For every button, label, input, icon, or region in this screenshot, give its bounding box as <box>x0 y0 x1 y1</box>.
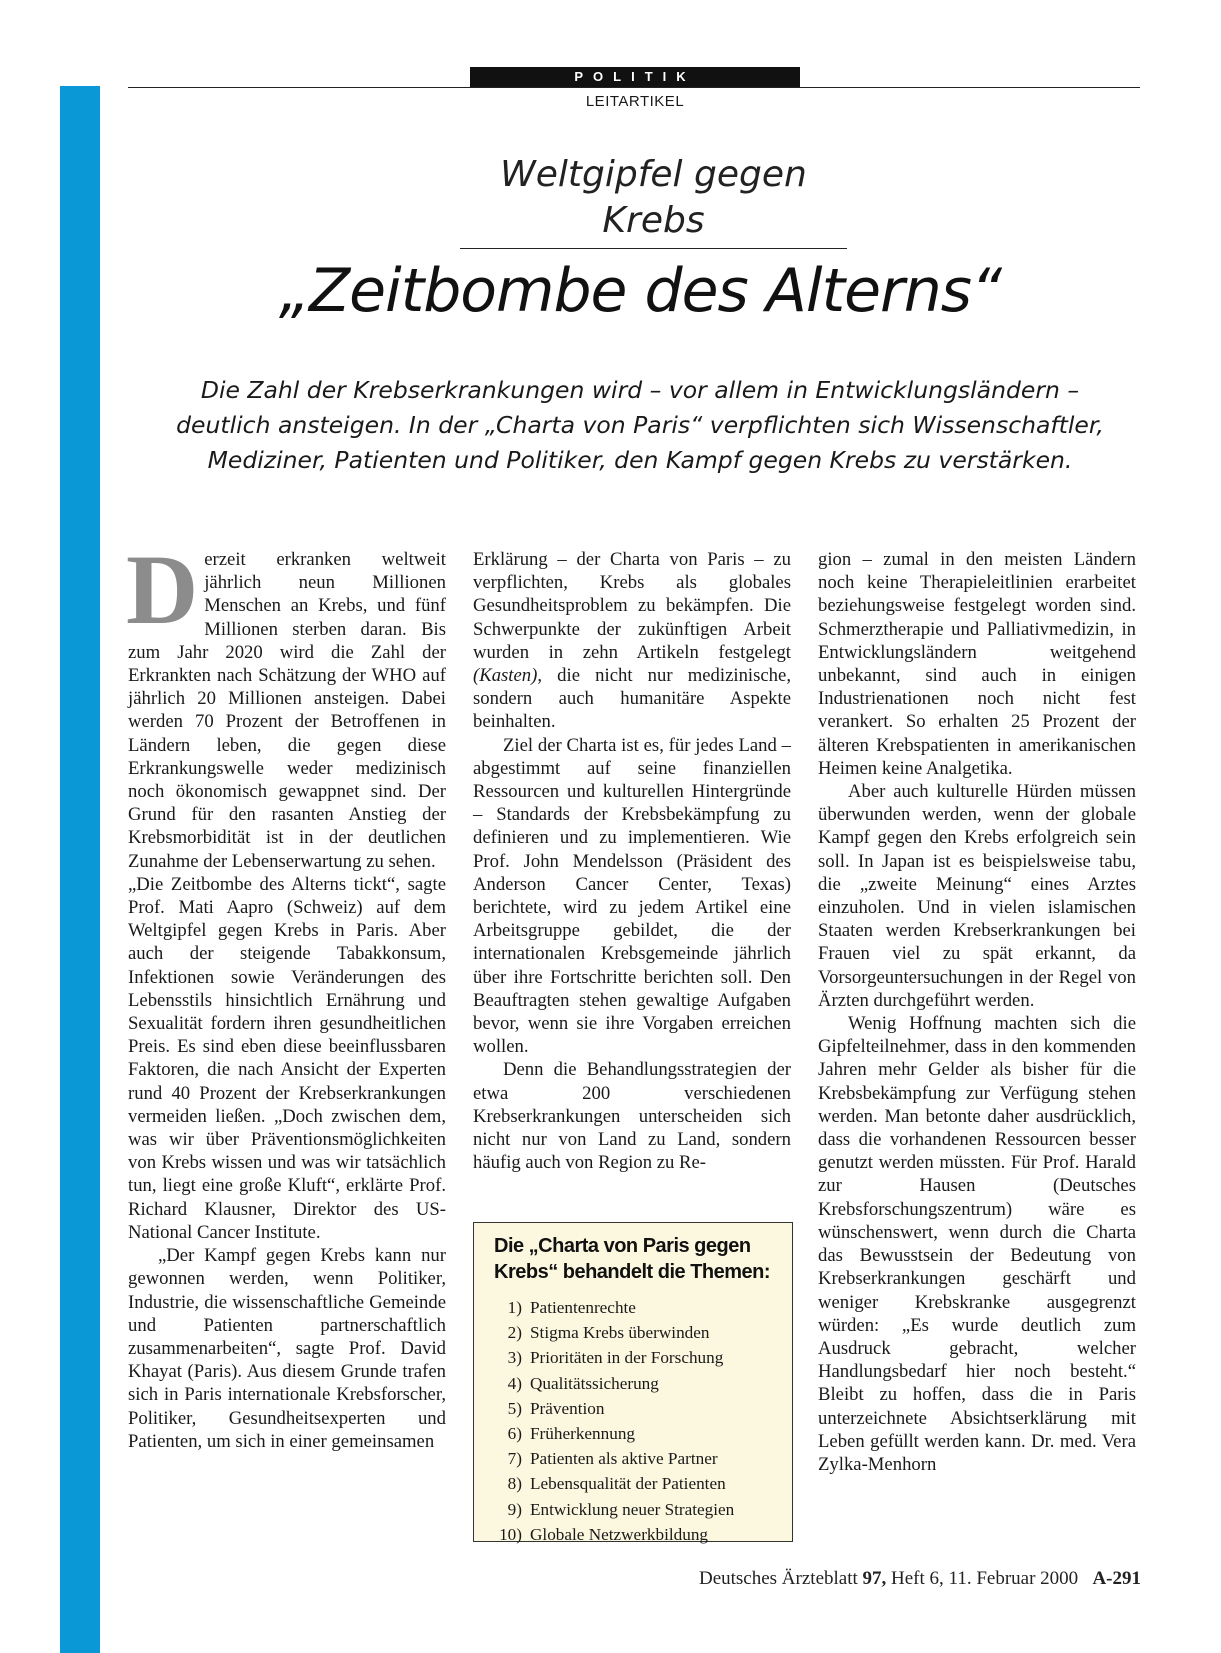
list-item <box>488 1497 778 1522</box>
list-number: 9) <box>507 1499 522 1519</box>
article-paragraph: Aber auch kulturelle Hürden müssen überwunden werden, wenn der globale Kampf gegen den Krebs erfolgreich sein soll. In Japan ist es beispielsweise tabu, die „zweite Meinung“ eines Arztes einzuholen. Und in vielen islamischen Staaten werden Krebserkrankungen bei Frauen viel zu spät erkannt, da Vorsorgeuntersuchungen in der Regel von Ärzten durchgeführt werden. <box>818 781 1136 1011</box>
charta-infobox <box>473 1222 793 1542</box>
list-text: Prioritäten in der Forschung <box>530 1348 724 1368</box>
section-label: POLITIK <box>470 67 800 87</box>
list-number: 5) <box>507 1398 522 1418</box>
list-item <box>488 1345 778 1370</box>
journal-name: Deutsches Ärzteblatt <box>698 1568 858 1589</box>
infobox-title: Die „Charta von Paris gegen Krebs“ behandelt die Themen: <box>494 1235 771 1283</box>
lead-paragraph: Die Zahl der Krebserkrankungen wird – vor allem in Entwicklungsländern – deutlich ansteigen. In der „Charta von Paris“ verpflichten sich Wissenschaftler, Mediziner, Patienten und Politiker, den Kampf gegen Krebs zu verstärken. <box>176 376 1104 474</box>
blue-side-bar <box>60 86 100 1653</box>
box-reference: (Kasten) <box>473 665 538 687</box>
list-text: Entwicklung neuer Strategien <box>530 1499 735 1519</box>
list-text: Lebensqualität der Patienten <box>530 1474 726 1494</box>
list-item <box>488 1471 778 1496</box>
list-number: 6) <box>507 1424 522 1444</box>
paragraph-text: , die nicht nur medizinische, sondern auch humanitäre Aspekte beinhalten. <box>473 665 791 733</box>
page-number: A-291 <box>1092 1568 1141 1589</box>
list-text: Prävention <box>530 1398 605 1418</box>
article-paragraph: Ziel der Charta ist es, für jedes Land – abgestimmt auf seine finanziellen Ressourcen und kulturellen Hintergründe – Standards der Krebsbekämpfung zu definieren und zu implementieren. Wie Prof. John Mendelsson (Präsident des Anderson Cancer Center, Texas) berichtete, wird zu jedem Artikel eine Arbeitsgruppe gebildet, die der internationalen Krebsgemeinde jährlich über ihre Fortschritte berichten soll. Den Beauftragten stehen gewaltige Aufgaben bevor, wenn sie ihre Vorgaben erreichen wollen. <box>473 734 791 1058</box>
list-text: Globale Netzwerkbildung <box>530 1524 709 1544</box>
kicker: Weltgipfel gegen Krebs <box>460 152 847 249</box>
paragraph-text: Erklärung – der Charta von Paris – zu verpflichten, Krebs als globales Gesundheitsproblem zu bekämpfen. Die Schwerpunkte der zukünftigen Arbeit wurden in zehn Artikeln festgelegt <box>473 549 791 663</box>
infobox-list <box>488 1295 778 1547</box>
list-text: Früherkennung <box>530 1424 636 1444</box>
header-rule <box>128 87 1140 88</box>
list-item <box>488 1320 778 1345</box>
journal-issue: Heft 6, 11. Februar 2000 <box>891 1568 1079 1589</box>
list-item <box>488 1446 778 1471</box>
article-paragraph <box>473 548 791 734</box>
page-footer <box>699 1568 1141 1590</box>
article-paragraph: Wenig Hoffnung machten sich die Gipfelteilnehmer, dass in den kommenden Jahren mehr Gelder als bisher für die Krebsbekämpfung zur Verfügung stehen werden. Man betonte daher ausdrücklich, dass die vorhandenen Ressourcen besser genutzt werden müssten. Für Prof. Harald zur Hausen (Deutsches Krebsforschungszentrum) wäre es wünschenswert, wenn durch die Charta das Bewusstsein der Bedeutung von Krebserkrankungen geschärft und weniger Krebskranke ausgegrenzt würden: „Es wurde deutlich zum Ausdruck gebracht, welcher Handlungsbedarf hier noch besteht.“ Bleibt zu hoffen, dass die in Paris unterzeichnete Absichtserklärung mit Leben gefüllt werden kann. Dr. med. Vera Zylka-Menhorn <box>818 1013 1136 1475</box>
headline: „Zeitbombe des Alterns“ <box>278 256 1002 326</box>
list-item <box>488 1522 778 1547</box>
list-number: 2) <box>507 1323 522 1343</box>
article-column-2 <box>473 548 791 1174</box>
list-text: Qualitätssicherung <box>530 1373 659 1393</box>
list-item <box>488 1371 778 1396</box>
list-number: 3) <box>507 1348 522 1368</box>
article-paragraph: gion – zumal in den meisten Ländern noch keine Therapieleitlinien erarbeitet beziehungsweise festgelegt worden sind. Schmerztherapie und Palliativmedizin, in Entwicklungsländern weitgehend unbekannt, sind auch in einigen Industrienationen noch nicht fest verankert. So erhalten 25 Prozent der älteren Krebspatienten in amerikanischen Heimen keine Analgetika. <box>818 549 1136 779</box>
list-number: 1) <box>507 1298 522 1317</box>
article-column-1 <box>126 534 446 1453</box>
article-column-3 <box>818 548 1136 1476</box>
article-paragraph <box>126 534 446 873</box>
list-text: Patienten als aktive Partner <box>530 1449 718 1469</box>
article-paragraph: Denn die Behandlungsstrategien der etwa 200 verschiedenen Krebserkrankungen unterscheiden sich nicht nur von Land zu Land, sondern häufig auch von Region zu Re- <box>473 1059 791 1174</box>
list-number: 4) <box>507 1373 522 1393</box>
article-paragraph: „Der Kampf gegen Krebs kann nur gewonnen werden, wenn Politiker, Industrie, die wissenschaftliche Gemeinde und Patienten partnerschaftlich zusammenarbeiten“, sagte Prof. David Khayat (Paris). Aus diesem Grunde trafen sich in Paris internationale Krebsforscher, Politiker, Gesundheitsexperten und Patienten, um sich in einer gemeinsamen <box>128 1245 446 1452</box>
list-text: Stigma Krebs überwinden <box>530 1323 710 1343</box>
list-number: 7) <box>507 1449 522 1469</box>
list-item <box>488 1396 778 1421</box>
drop-cap: D <box>126 534 199 645</box>
list-text: Patientenrechte <box>530 1298 636 1317</box>
journal-volume: 97, <box>862 1568 887 1589</box>
article-paragraph: „Die Zeitbombe des Alterns tickt“, sagte Prof. Mati Aapro (Schweiz) auf dem Weltgipfel gegen Krebs in Paris. Aber auch der steigende Tabakkonsum, Infektionen sowie Veränderungen des Lebensstils hinsichtlich Ernährung und Sexualität fordern ihren gesundheitlichen Preis. Es sind eben diese beeinflussbaren Faktoren, die nach Ansicht der Experten rund 40 Prozent der Krebserkrankungen vermeiden ließen. „Doch zwischen dem, was wir über Präventionsmöglichkeiten von Krebs wissen und was wir tatsächlich tun, liegt eine große Kluft“, erklärte Prof. Richard Klausner, Direktor des US-National Cancer Institute. <box>128 873 446 1243</box>
list-number: 8) <box>507 1474 522 1494</box>
paragraph-text: erzeit erkranken weltweit jährlich neun Millionen Menschen an Krebs, und fünf Millionen sterben daran. Bis zum Jahr 2020 wird die Zahl der Erkrankten nach Schätzung der WHO auf jährlich 20 Millionen ansteigen. Dabei werden 70 Prozent der Betroffenen in Ländern leben, die gegen diese Erkrankungswelle weder medizinisch noch ökonomisch gewappnet sind. Der Grund für den rasanten Anstieg der Krebsmorbidität ist in der deutlichen Zunahme der Lebenserwartung zu sehen. <box>128 549 446 872</box>
list-item <box>488 1421 778 1446</box>
list-item <box>488 1295 778 1320</box>
list-number: 10) <box>499 1524 522 1544</box>
subsection-label: LEITARTIKEL <box>585 93 685 110</box>
